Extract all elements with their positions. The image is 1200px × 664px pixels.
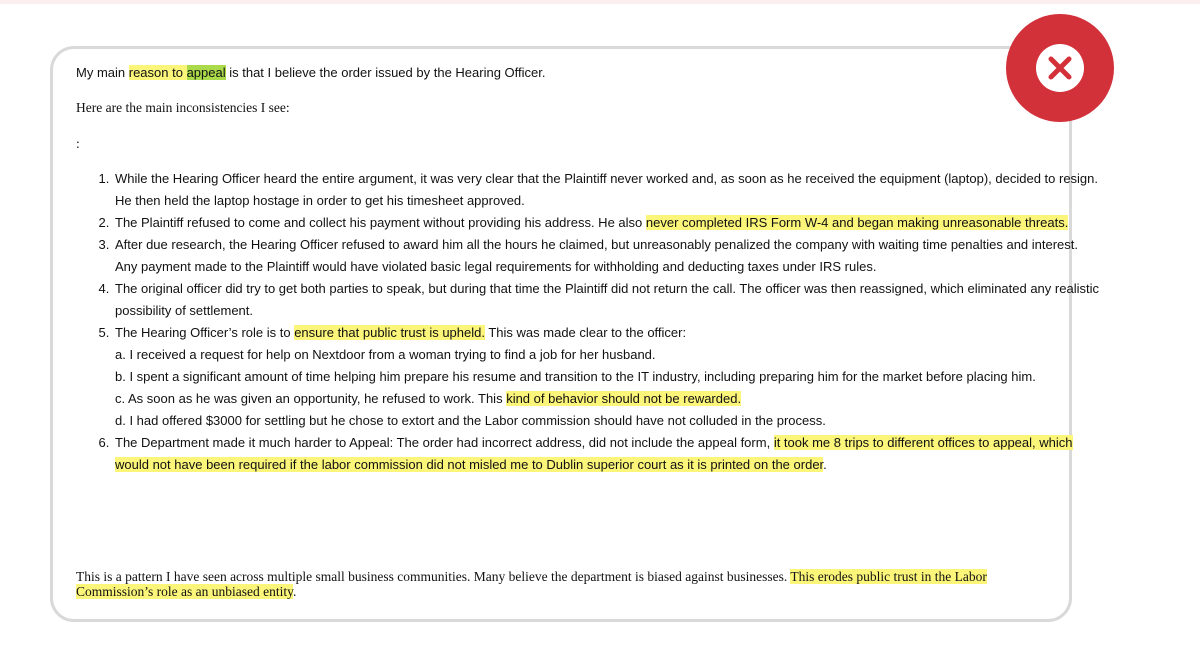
list-item (113, 432, 1103, 476)
error-badge (1006, 14, 1114, 122)
item-text: The original officer did try to get both parties to speak, but during that time the Plaintiff did not return the call. The officer was then reassigned, which eliminated any realistic possibility of settlement. (115, 281, 1099, 318)
list-item (113, 322, 1103, 432)
intro-paragraph (76, 62, 1066, 84)
list-item (113, 212, 1103, 234)
item-highlight: it took me 8 trips to different offices to appeal, which would not have been required if the labor commission did not misled me to Dublin superior court as it is printed on the order (115, 435, 1073, 472)
item-text-end: . (823, 457, 827, 472)
error-badge-inner (1036, 44, 1084, 92)
item-text: The Hearing Officer’s role is to (115, 325, 295, 340)
intro-text: My main (76, 65, 129, 80)
item-text: The Department made it much harder to Appeal: The order had incorrect address, did not include the appeal form, (115, 435, 774, 450)
sub-item-b: b. I spent a significant amount of time helping him prepare his resume and transition to the IT industry, including preparing him for the market before placing him. (115, 369, 1036, 384)
sub-item-d: d. I had offered $3000 for settling but he chose to extort and the Labor commission should have not colluded in the process. (115, 413, 826, 428)
colon-line: : (76, 136, 80, 151)
intro-highlight-appeal: appeal (186, 65, 226, 80)
list-item (113, 234, 1103, 278)
inconsistency-list (76, 168, 1103, 476)
item-text-end: This was made clear to the officer: (484, 325, 687, 340)
closing-paragraph (76, 569, 1066, 599)
item-text: While the Hearing Officer heard the entire argument, it was very clear that the Plaintiff never worked and, as soon as he received the equipment (laptop), decided to resign. He then held the laptop hostage in order to get his timesheet approved. (115, 171, 1099, 208)
closing-text: This is a pattern I have seen across multiple small business communities. Many believe the department is biased against businesses. (76, 569, 791, 584)
item-text: After due research, the Hearing Officer refused to award him all the hours he claimed, but unreasonably penalized the company with waiting time penalties and interest. Any payment made to the Plaintiff would have violated basic legal requirements for withholding and deducting taxes under IRS rules. (115, 237, 1079, 274)
subheading: Here are the main inconsistencies I see: (76, 100, 290, 115)
item-highlight: never completed IRS Form W-4 and began making unreasonable threats. (645, 215, 1069, 230)
close-icon (1045, 53, 1075, 83)
sub-item-c (115, 388, 1103, 410)
intro-text-end: is that I believe the order issued by the Hearing Officer. (225, 65, 546, 80)
closing-text-end: . (292, 584, 297, 599)
item-text: The Plaintiff refused to come and collect his payment without providing his address. He also (115, 215, 646, 230)
top-divider (0, 0, 1200, 4)
closing-highlight: This erodes public trust in the Labor Commission’s role as an unbiased entity (76, 569, 987, 599)
item-highlight: ensure that public trust is upheld. (294, 325, 485, 340)
list-item (113, 168, 1103, 212)
sub-item-a: a. I received a request for help on Nextdoor from a woman trying to find a job for her husband. (115, 347, 656, 362)
sub-item-c-text: c. As soon as he was given an opportunity, he refused to work. This (115, 391, 507, 406)
list-item (113, 278, 1103, 322)
sub-item-c-highlight: kind of behavior should not be rewarded. (506, 391, 742, 406)
intro-highlight: reason to (128, 65, 187, 80)
